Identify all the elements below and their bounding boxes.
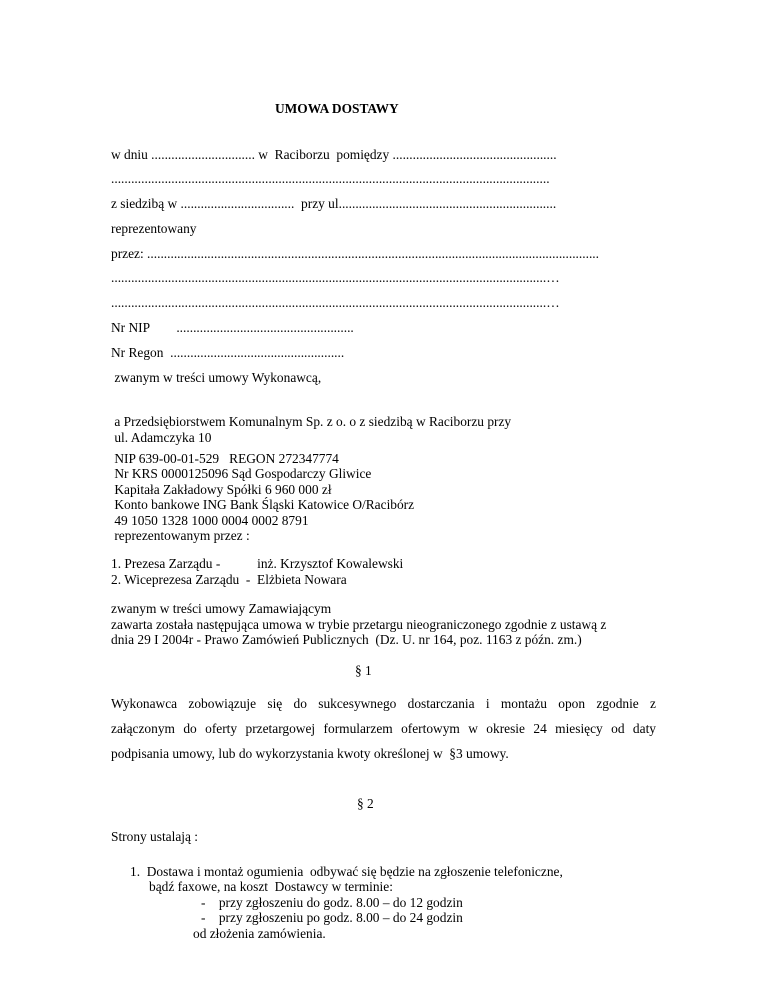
- section-2-item-1-line-1: 1. Dostawa i montaż ogumienia odbywać się będzie na zgłoszenie telefoniczne,: [130, 864, 563, 879]
- company-line-8: reprezentowanym przez :: [111, 528, 250, 543]
- seat-line: z siedzibą w .................................. przy ul.................................................................: [111, 196, 557, 211]
- section-1-line-1: Wykonawca zobowiązuje się do sukcesywnego dostarczania i montażu opon zgodnie z: [111, 696, 656, 711]
- company-line-5: Kapitała Zakładowy Spółki 6 960 000 zł: [111, 482, 332, 497]
- ordering-line-1: zwanym w treści umowy Zamawiającym: [111, 601, 332, 616]
- dots-line-3: ..................................................................................................................................…: [111, 295, 560, 310]
- company-line-2: ul. Adamczyka 10: [111, 430, 212, 445]
- ordering-line-3: dnia 29 I 2004r - Prawo Zamówień Publicznych (Dz. U. nr 164, poz. 1163 z późn. zm.): [111, 632, 582, 647]
- company-line-1: a Przedsiębiorstwem Komunalnym Sp. z o. o z siedzibą w Raciborzu przy: [111, 414, 512, 429]
- represented-label: reprezentowany: [111, 221, 197, 236]
- dots-line-1: ...................................................................................................................................: [111, 171, 550, 186]
- document-title: UMOWA DOSTAWY: [275, 101, 399, 116]
- company-line-3: NIP 639-00-01-529 REGON 272347774: [111, 451, 339, 466]
- section-2-bullet-2: - przy zgłoszeniu po godz. 8.00 – do 24 godzin: [201, 910, 463, 925]
- section-1-line-3: podpisania umowy, lub do wykorzystania kwoty określonej w §3 umowy.: [111, 746, 509, 761]
- section-2-closing: od złożenia zamówienia.: [193, 926, 326, 941]
- regon-line: Nr Regon ....................................................: [111, 345, 345, 360]
- by-line: przez: .......................................................................................................................................: [111, 246, 599, 261]
- section-2-heading: § 2: [357, 796, 374, 811]
- nip-line: Nr NIP .....................................................: [111, 320, 354, 335]
- section-2-item-1-line-2: bądź faxowe, na koszt Dostawcy w terminie:: [149, 879, 393, 894]
- company-line-7: 49 1050 1328 1000 0004 0002 8791: [111, 513, 309, 528]
- section-2-bullet-1: - przy zgłoszeniu do godz. 8.00 – do 12 godzin: [201, 895, 463, 910]
- contractor-called: zwanym w treści umowy Wykonawcą,: [111, 370, 322, 385]
- date-line: w dniu ............................... w Raciborzu pomiędzy .................................................: [111, 147, 557, 162]
- company-line-4: Nr KRS 0000125096 Sąd Gospodarczy Gliwice: [111, 466, 372, 481]
- representative-1: 1. Prezesa Zarządu - inż. Krzysztof Kowalewski: [111, 556, 404, 571]
- representative-2: 2. Wiceprezesa Zarządu - Elżbieta Nowara: [111, 572, 347, 587]
- company-line-6: Konto bankowe ING Bank Śląski Katowice O/Racibórz: [111, 497, 415, 512]
- ordering-line-2: zawarta została następująca umowa w trybie przetargu nieograniczonego zgodnie z ustawą z: [111, 617, 607, 632]
- section-2-intro: Strony ustalają :: [111, 829, 199, 844]
- section-1-line-2: załączonym do oferty przetargowej formularzem ofertowym w okresie 24 miesięcy od daty: [111, 721, 656, 736]
- section-1-heading: § 1: [355, 663, 372, 678]
- dots-line-2: ..................................................................................................................................…: [111, 270, 560, 285]
